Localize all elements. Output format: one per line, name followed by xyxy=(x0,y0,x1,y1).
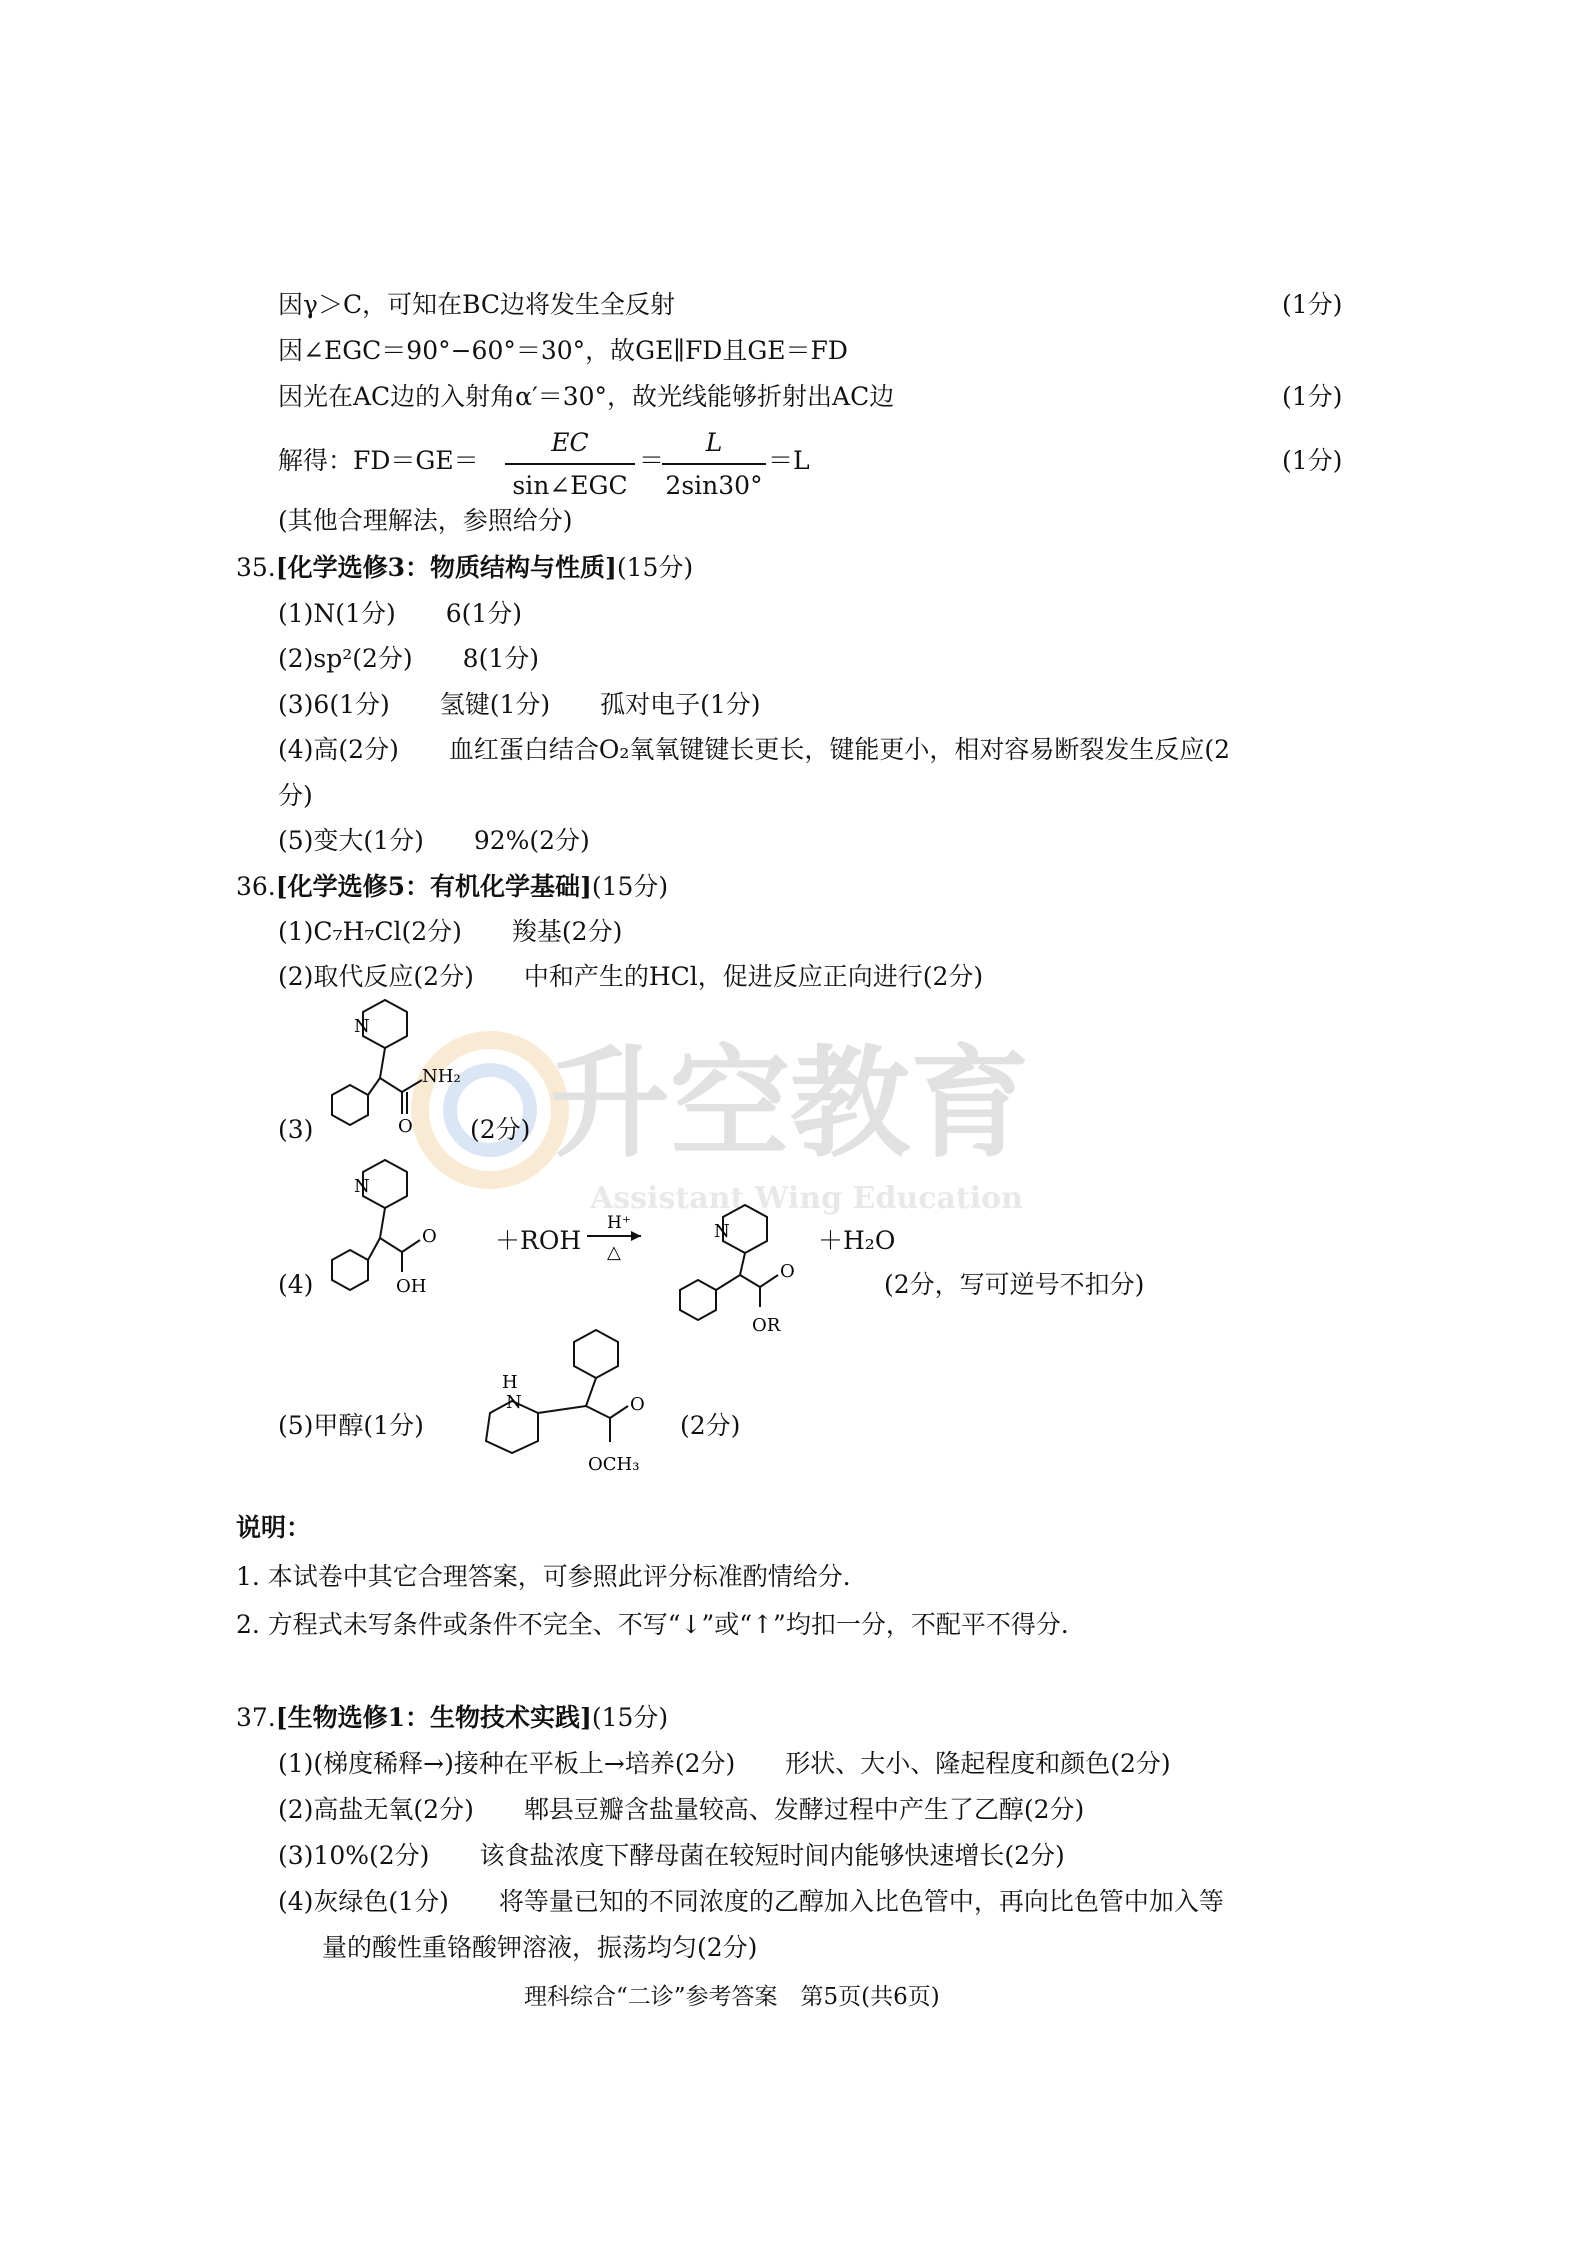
pyridine-n-label: N xyxy=(354,1016,370,1037)
reagent-roh: ＋ROH xyxy=(495,1226,582,1255)
heat-label: △ xyxy=(607,1242,621,1263)
q36-number: 36. xyxy=(236,872,276,901)
physics-solve-result: ＝L xyxy=(768,446,810,475)
structure-piperidine-ester xyxy=(460,1318,695,1493)
methyl-ester-o-label: O xyxy=(630,1394,645,1415)
physics-solve-prefix: 解得：FD＝GE＝ xyxy=(278,446,479,475)
q37-answer-1: (1)(梯度稀释→)接种在平板上→培养(2分) 形状、大小、隆起程度和颜色(2分) xyxy=(278,1749,1171,1778)
q37-answer-4: (4)灰绿色(1分) 将等量已知的不同浓度的乙醇加入比色管中，再向比色管中加入等 xyxy=(278,1887,1224,1916)
watermark-brand: 升空教育 xyxy=(550,1033,1030,1174)
piperidine-h-label: H xyxy=(502,1372,518,1393)
q36-answer-5-score: (2分) xyxy=(680,1411,741,1440)
notes-item-1: 1. 本试卷中其它合理答案，可参照此评分标准酌情给分． xyxy=(236,1562,868,1591)
q36-answer-5-label: (5)甲醇(1分) xyxy=(278,1411,424,1440)
physics-solve-score: (1分) xyxy=(1282,446,1343,475)
q36-points: (15分) xyxy=(591,872,669,901)
acid-oh-label: OH xyxy=(396,1276,427,1297)
q37-answer-3: (3)10%(2分) 该食盐浓度下酵母菌在较短时间内能够快速增长(2分) xyxy=(278,1841,1065,1870)
amide-o-label: O xyxy=(398,1116,413,1137)
fraction-1-denominator: sin∠EGC xyxy=(512,471,628,500)
fraction-2-numerator: L xyxy=(662,430,766,465)
catalyst-label: H⁺ xyxy=(607,1213,631,1233)
physics-line-1-score: (1分) xyxy=(1282,290,1343,319)
structure-acid xyxy=(310,1150,480,1300)
page-footer: 理科综合“二诊”参考答案 第5页(共6页) xyxy=(524,1984,940,2010)
q35-answer-3: (3)6(1分) 氢键(1分) 孤对电子(1分) xyxy=(278,690,761,719)
q36-answer-1: (1)C₇H₇Cl(2分) 羧基(2分) xyxy=(278,917,623,946)
physics-line-2: 因∠EGC＝90°−60°＝30°，故GE∥FD且GE＝FD xyxy=(278,336,848,365)
equals-sign: ＝ xyxy=(639,446,665,475)
notes-title: 说明： xyxy=(236,1513,312,1542)
fraction-2-denominator: 2sin30° xyxy=(665,471,763,500)
q35-answer-2: (2)sp²(2分) 8(1分) xyxy=(278,644,539,673)
q36-answer-4-label: (4) xyxy=(278,1270,314,1299)
product-water: ＋H₂O xyxy=(818,1226,896,1255)
fraction-1-numerator: EC xyxy=(505,430,635,465)
structure-amide xyxy=(310,990,480,1140)
q36-heading xyxy=(236,874,668,899)
q37-title: [生物选修1：生物技术实践] xyxy=(275,1703,592,1732)
benzene-ring-icon xyxy=(574,1330,618,1378)
benzene-ring-icon xyxy=(332,1250,368,1290)
fraction-ec-over-sin xyxy=(505,430,635,498)
physics-line-3-score: (1分) xyxy=(1282,382,1343,411)
q36-title: [化学选修5：有机化学基础] xyxy=(275,872,592,901)
physics-note: (其他合理解法，参照给分) xyxy=(278,506,573,535)
watermark-subtitle: Assistant Wing Education xyxy=(590,1181,1023,1216)
q37-number: 37. xyxy=(236,1703,276,1732)
benzene-ring-icon xyxy=(680,1280,716,1320)
q35-title: [化学选修3：物质结构与性质] xyxy=(275,553,617,582)
q36-answer-3-label: (3) xyxy=(278,1115,314,1144)
q37-answer-2: (2)高盐无氧(2分) 郫县豆瓣含盐量较高、发酵过程中产生了乙醇(2分) xyxy=(278,1795,1085,1824)
q37-heading xyxy=(236,1705,668,1730)
q35-number: 35. xyxy=(236,553,276,582)
amide-nh2-label: NH₂ xyxy=(422,1066,461,1087)
q36-answer-3-score: (2分) xyxy=(470,1115,531,1144)
q35-answer-4-cont: 分) xyxy=(278,781,313,810)
methyl-ester-och3-label: OCH₃ xyxy=(588,1454,640,1475)
q35-answer-5: (5)变大(1分) 92%(2分) xyxy=(278,826,590,855)
notes-item-2: 2. 方程式未写条件或条件不完全、不写“↓”或“↑”均扣一分，不配平不得分． xyxy=(236,1610,1086,1639)
reaction-arrow-icon xyxy=(585,1208,645,1264)
q35-answer-1: (1)N(1分) 6(1分) xyxy=(278,599,523,628)
pyridine-n-label: N xyxy=(714,1221,730,1242)
ester-or-label: OR xyxy=(752,1315,781,1336)
q36-answer-2: (2)取代反应(2分) 中和产生的HCl，促进反应正向进行(2分) xyxy=(278,962,984,991)
benzene-ring-icon xyxy=(332,1085,368,1125)
q35-heading xyxy=(236,555,693,580)
q37-points: (15分) xyxy=(591,1703,669,1732)
q37-answer-4-cont: 量的酸性重铬酸钾溶液，振荡均匀(2分) xyxy=(322,1933,758,1962)
physics-line-1: 因γ＞C，可知在BC边将发生全反射 xyxy=(278,290,676,319)
physics-line-3: 因光在AC边的入射角α′＝30°，故光线能够折射出AC边 xyxy=(278,382,895,411)
q35-points: (15分) xyxy=(616,553,694,582)
pyridine-n-label: N xyxy=(354,1176,370,1197)
ester-o-label: O xyxy=(780,1261,795,1282)
q36-answer-4-score: (2分，写可逆号不扣分) xyxy=(884,1270,1145,1299)
acid-o-label: O xyxy=(422,1226,437,1247)
fraction-l-over-sin30 xyxy=(662,430,766,498)
piperidine-n-label: N xyxy=(506,1392,522,1413)
q35-answer-4: (4)高(2分) 血红蛋白结合O₂氧氧键键长更长，键能更小，相对容易断裂发生反应(2 xyxy=(278,735,1231,764)
